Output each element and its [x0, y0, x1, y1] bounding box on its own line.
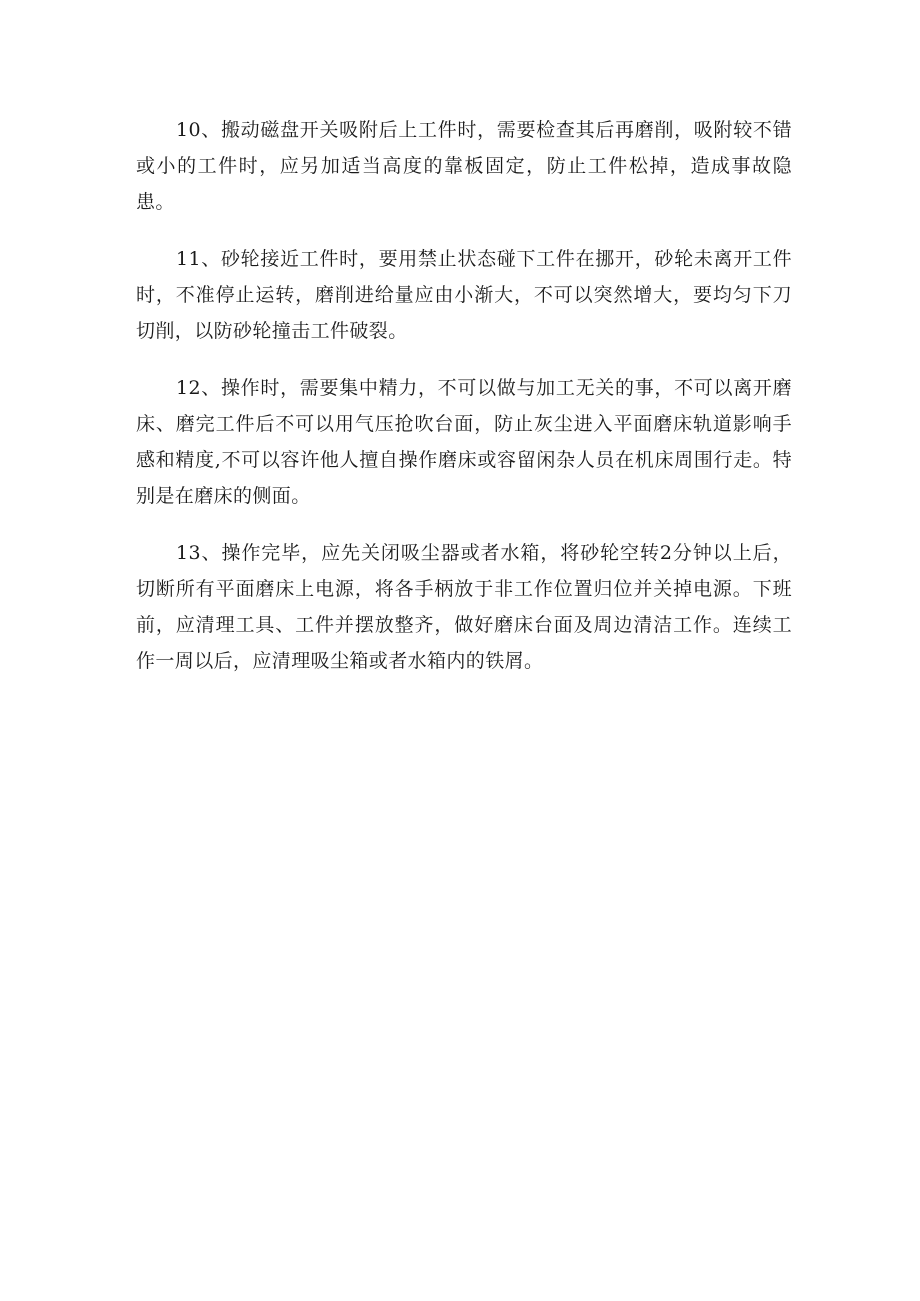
paragraph-item-13: 13、操作完毕，应先关闭吸尘器或者水箱，将砂轮空转2分钟以上后，切断所有平面磨床上电源，将各手柄放于非工作位置归位并关掉电源。下班前，应清理工具、工件并摆放整齐，做好磨床台面及周边清洁工作。连续工作一周以后，应清理吸尘箱或者水箱内的铁屑。 — [136, 542, 792, 672]
paragraph-item-12: 12、操作时，需要集中精力，不可以做与加工无关的事，不可以离开磨床、磨完工件后不可以用气压抢吹台面，防止灰尘进入平面磨床轨道影响手感和精度,不可以容许他人擅自操作磨床或容留闲杂人员在机床周围行走。特别是在磨床的侧面。 — [136, 377, 792, 507]
paragraph-item-11: 11、砂轮接近工件时，要用禁止状态碰下工件在挪开，砂轮未离开工件时，不准停止运转，磨削进给量应由小渐大，不可以突然增大，要均匀下刀切削，以防砂轮撞击工件破裂。 — [136, 248, 792, 342]
document-body — [136, 112, 792, 700]
paragraph-item-10: 10、搬动磁盘开关吸附后上工件时，需要检查其后再磨削，吸附较不错或小的工件时，应另加适当高度的靠板固定，防止工件松掉，造成事故隐患。 — [136, 119, 792, 213]
